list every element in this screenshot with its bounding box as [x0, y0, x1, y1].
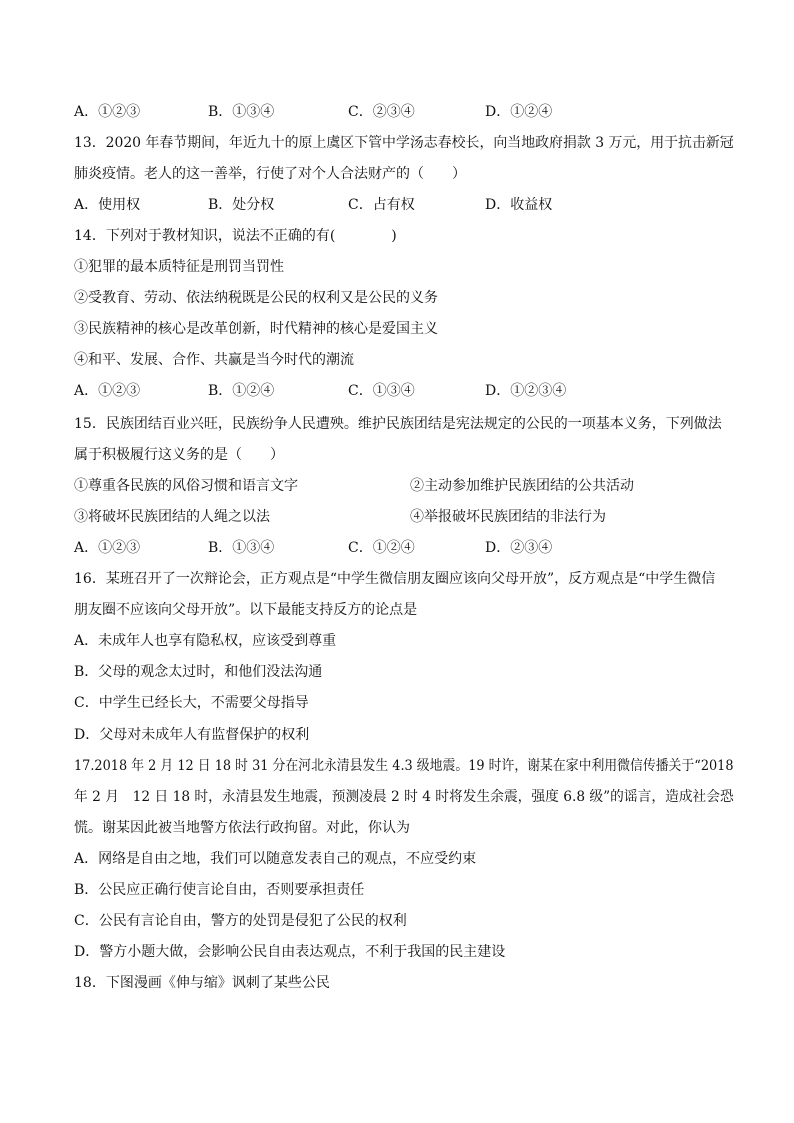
- q15-option-c: C．①②④: [348, 540, 415, 556]
- q17-option-d: D．警方小题大做，会影响公民自由表达观点，不利于我国的民主建设: [74, 944, 506, 960]
- q15-stem-line2: 属于积极履行这义务的是（ ）: [74, 447, 284, 463]
- q15-option-a: A．①②③: [74, 540, 141, 556]
- q17-option-c: C．公民有言论自由，警方的处罚是侵犯了公民的权利: [74, 913, 407, 929]
- q15-item-1: ①尊重各民族的风俗习惯和语言文字: [74, 478, 298, 494]
- q16-option-a: A．未成年人也享有隐私权，应该受到尊重: [74, 633, 337, 649]
- q16-option-c: C．中学生已经长大，不需要父母指导: [74, 695, 309, 711]
- q14-stem: 14．下列对于教材知识，说法不正确的有( ): [74, 228, 397, 244]
- q12-option-c: C．②③④: [348, 104, 415, 120]
- q16-option-d: D．父母对未成年人有监督保护的权利: [74, 727, 310, 743]
- q15-option-d: D．②③④: [485, 540, 553, 556]
- q15-option-b: B．①③④: [208, 540, 275, 556]
- q15-item-2: ②主动参加维护民族团结的公共活动: [410, 478, 634, 494]
- q13-option-d: D．收益权: [485, 197, 553, 213]
- q14-item-1: ①犯罪的最本质特征是刑罚当罚性: [74, 259, 284, 275]
- q15-stem-line1: 15．民族团结百业兴旺，民族纷争人民遭殃。维护民族团结是宪法规定的公民的一项基本义务，下列做法: [74, 416, 722, 432]
- q13-option-c: C．占有权: [348, 197, 415, 213]
- q15-item-4: ④举报破坏民族团结的非法行为: [410, 509, 606, 525]
- q17-option-b: B．公民应正确行使言论自由，否则要承担责任: [74, 882, 365, 898]
- q12-option-b: B．①③④: [208, 104, 275, 120]
- q12-option-d: D．①②④: [485, 104, 553, 120]
- q14-option-c: C．①③④: [348, 383, 415, 399]
- q16-option-b: B．父母的观念太过时，和他们没法沟通: [74, 664, 323, 680]
- q14-option-b: B．①②④: [208, 383, 275, 399]
- q13-stem-line1: 13．2020 年春节期间，年近九十的原上虞区下管中学汤志春校长，向当地政府捐款 3 万元，用于抗击新冠: [74, 135, 734, 151]
- q18-stem: 18．下图漫画《伸与缩》讽刺了某些公民: [74, 975, 330, 991]
- q14-option-a: A．①②③: [74, 383, 141, 399]
- q16-stem-line2: 朋友圈不应该向父母开放”。以下最能支持反方的论点是: [74, 602, 418, 618]
- q17-stem-line1: 17.2018 年 2 月 12 日 18 时 31 分在河北永清县发生 4.3 级地震。19 时许，谢某在家中利用微信传播关于“2018: [74, 758, 734, 774]
- q12-option-a: A．①②③: [74, 104, 141, 120]
- q15-item-3: ③将破坏民族团结的人绳之以法: [74, 509, 270, 525]
- q16-stem-line1: 16．某班召开了一次辩论会，正方观点是“中学生微信朋友圈应该向父母开放”，反方观点是“中学生微信: [74, 571, 716, 587]
- q13-stem-line2: 肺炎疫情。老人的这一善举，行使了对个人合法财产的（ ）: [74, 166, 466, 182]
- q17-stem-line2: 年 2 月 12 日 18 时，永清县发生地震，预测凌晨 2 时 4 时将发生余震，强度 6.8 级”的谣言，造成社会恐: [74, 789, 734, 805]
- q17-stem-line3: 慌。谢某因此被当地警方依法行政拘留。对此，你认为: [74, 820, 410, 836]
- q14-item-2: ②受教育、劳动、依法纳税既是公民的权利又是公民的义务: [74, 290, 438, 306]
- q17-option-a: A．网络是自由之地，我们可以随意发表自己的观点，不应受约束: [74, 851, 477, 867]
- q13-option-b: B．处分权: [208, 197, 275, 213]
- q14-item-4: ④和平、发展、合作、共赢是当今时代的潮流: [74, 352, 354, 368]
- q14-item-3: ③民族精神的核心是改革创新，时代精神的核心是爱国主义: [74, 321, 438, 337]
- q14-option-d: D．①②③④: [485, 383, 567, 399]
- q13-option-a: A．使用权: [74, 197, 141, 213]
